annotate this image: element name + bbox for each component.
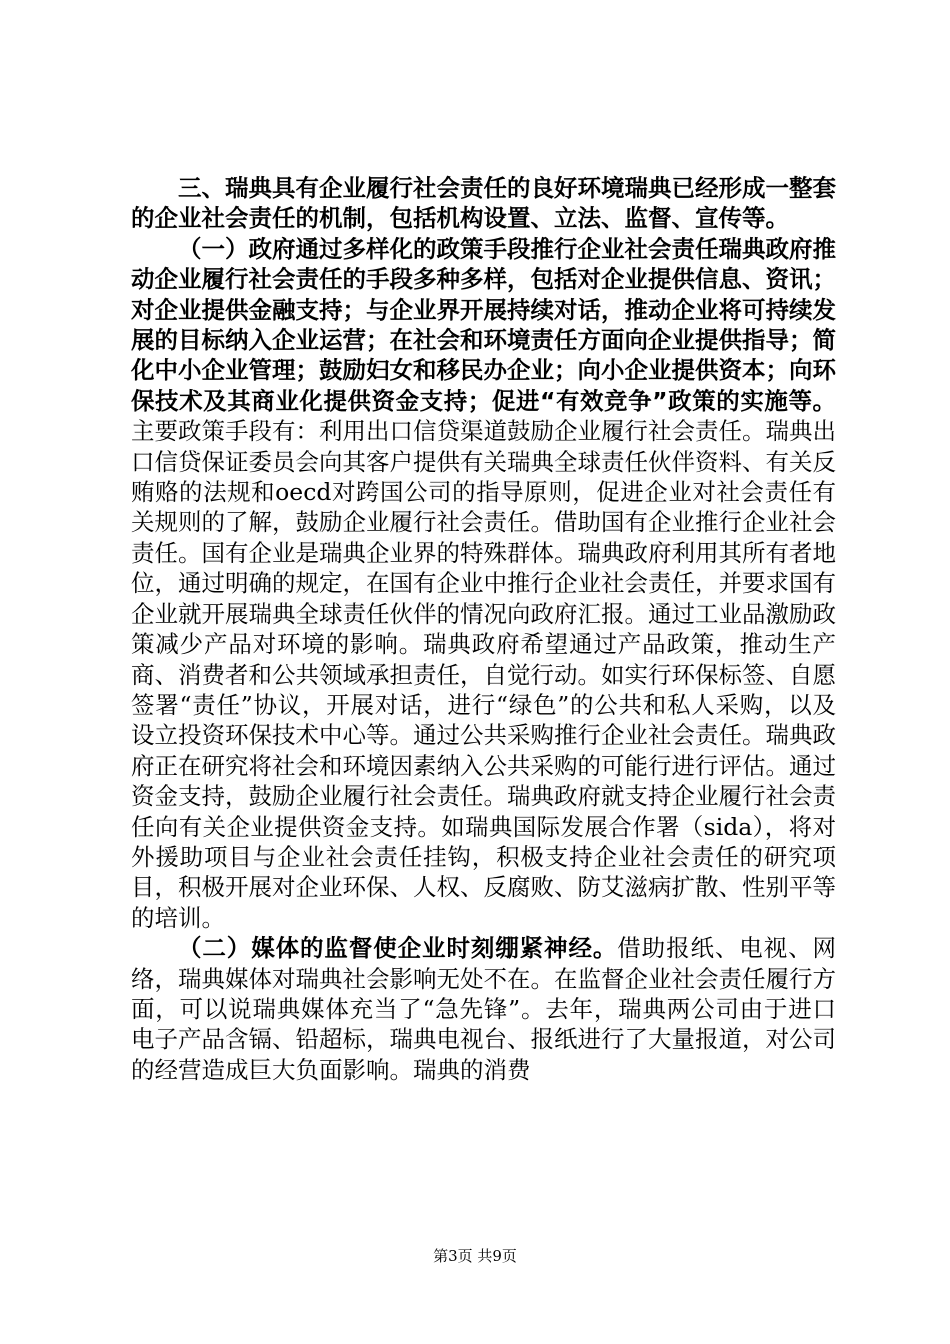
paragraph-body: 借助报纸、电视、网络，瑞典媒体对瑞典社会影响无处不在。在监督企业社会责任履行方面，可以说瑞典媒体充当了“急先锋”。去年，瑞典两公司由于进口电子产品含镉、铅超标，瑞典电视台、报纸进行了大量报道，对公司的经营造成巨大负面影响。瑞典的消费 [131, 934, 837, 1084]
document-body [131, 174, 836, 1086]
page-number-footer: 第3页 共9页 [433, 1247, 517, 1265]
paragraph-government-policy [131, 235, 836, 934]
paragraph-body: 主要政策手段有：利用出口信贷渠道鼓励企业履行社会责任。瑞典出口信贷保证委员会向其客户提供有关瑞典全球责任伙伴资料、有关反贿赂的法规和oecd对跨国公司的指导原则，促进企业对社会责任有关规则的了解，鼓励企业履行社会责任。借助国有企业推行企业社会责任。国有企业是瑞典企业界的特殊群体。瑞典政府利用其所有者地位，通过明确的规定，在国有企业中推行企业社会责任，并要求国有企业就开展瑞典全球责任伙伴的情况向政府汇报。通过工业品激励政策减少产品对环境的影响。瑞典政府希望通过产品政策，推动生产商、消费者和公共领域承担责任，自觉行动。如实行环保标签、自愿签署“责任”协议，开展对话，进行“绿色”的公共和私人采购，以及设立投资环保技术中心等。通过公共采购推行企业社会责任。瑞典政府正在研究将社会和环境因素纳入公共采购的可能行进行评估。通过资金支持，鼓励企业履行社会责任。瑞典政府就支持企业履行社会责任向有关企业提供资金支持。如瑞典国际发展合作署（sida），将对外援助项目与企业社会责任挂钩，积极支持企业社会责任的研究项目，积极开展对企业环保、人权、反腐败、防艾滋病扩散、性别平等的培训。 [131, 417, 836, 932]
paragraph-heading: 三、瑞典具有企业履行社会责任的良好环境瑞典已经形成一整套的企业社会责任的机制，包括机构设置、立法、监督、宣传等。 [131, 174, 836, 233]
paragraph-heading: （二）媒体的监督使企业时刻绷紧神经。 [178, 934, 618, 963]
paragraph-media-supervision [131, 934, 836, 1086]
paragraph-section-three [131, 174, 836, 235]
paragraph-heading: （一）政府通过多样化的政策手段推行企业社会责任瑞典政府推动企业履行社会责任的手段多种多样，包括对企业提供信息、资讯；对企业提供金融支持；与企业界开展持续对话，推动企业将可持续发展的目标纳入企业运营；在社会和环境责任方面向企业提供指导；简化中小企业管理；鼓励妇女和移民办企业；向小企业提供资本；向环保技术及其商业化提供资金支持；促进“有效竞争”政策的实施等。 [131, 234, 836, 415]
